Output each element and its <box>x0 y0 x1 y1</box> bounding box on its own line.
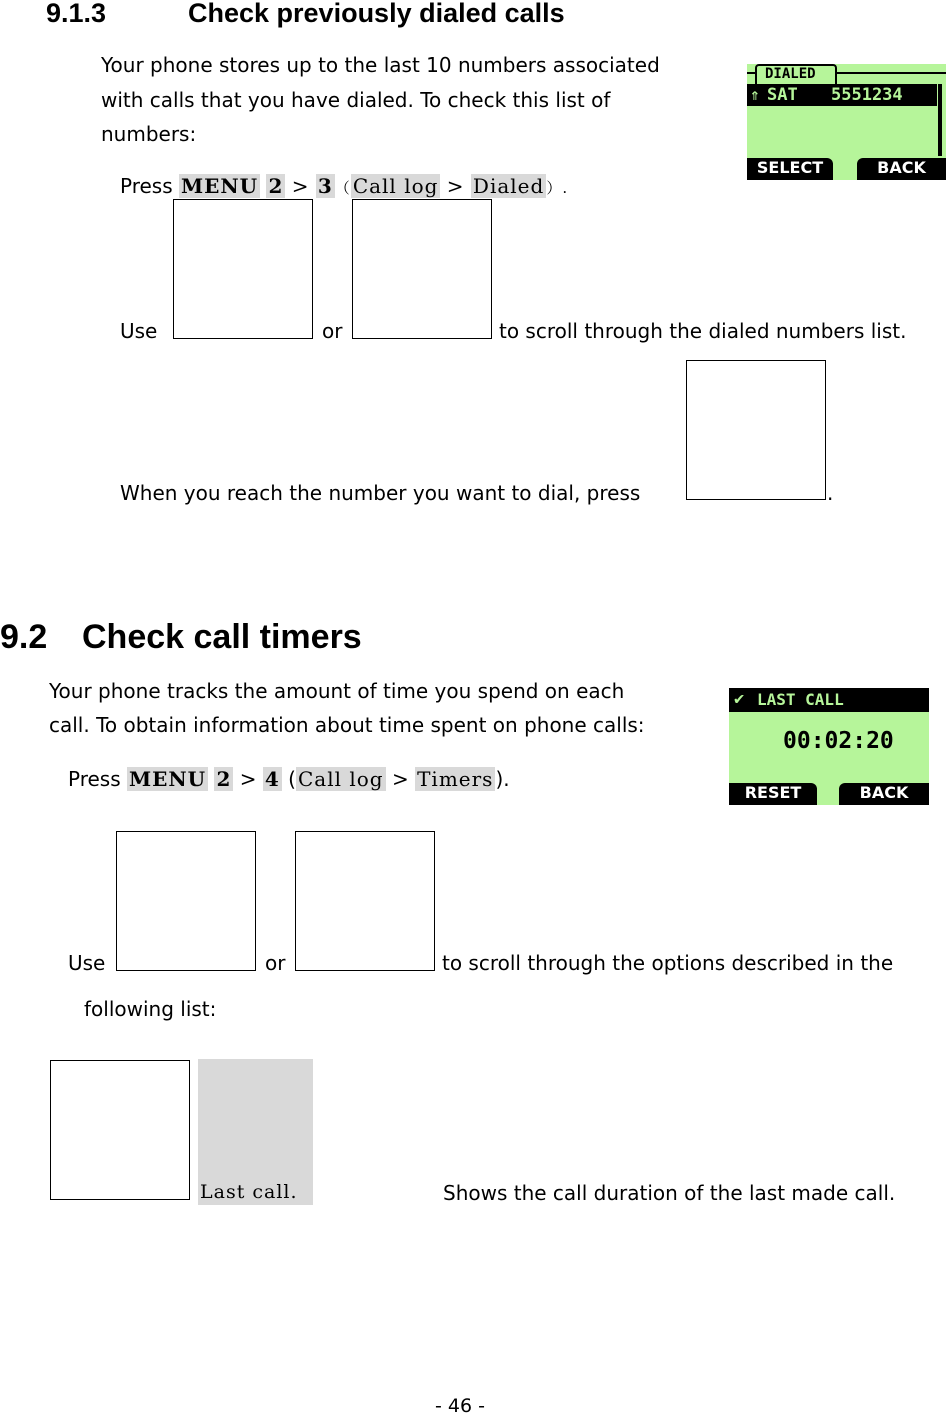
up-nav-key-image <box>116 831 256 971</box>
press-word: Press <box>120 174 173 198</box>
up-arrow-icon: ⇑ <box>750 85 760 104</box>
press-word: Press <box>68 767 121 791</box>
paren-close: ）. <box>546 179 569 197</box>
period: . <box>827 481 834 505</box>
paren-open: ( <box>288 767 296 791</box>
menu-key-label: MENU <box>181 174 259 198</box>
dialed-intro-line-2: with calls that you have dialed. To check this list of <box>101 88 611 112</box>
last-call-option-highlight <box>198 1059 313 1205</box>
dialed-screen-image <box>747 64 946 180</box>
screen-header-bar <box>729 688 929 712</box>
timers-intro-line-1: Your phone tracks the amount of time you spend on each <box>49 679 625 703</box>
call-duration: 00:02:20 <box>783 728 894 754</box>
up-nav-key-image <box>173 199 313 339</box>
dialed-tab-label: DIALED <box>765 66 816 82</box>
scroll-options-text: to scroll through the options described in the <box>442 951 894 975</box>
option-key-image <box>50 1060 190 1200</box>
or-word: or <box>322 319 343 343</box>
separator-gt: > <box>291 174 310 198</box>
down-nav-key-image <box>352 199 492 339</box>
send-key-image <box>686 360 826 500</box>
scroll-dialed-text: to scroll through the dialed numbers list. <box>499 319 907 343</box>
timers-press-instruction <box>68 762 510 796</box>
following-list-text: following list: <box>84 997 217 1021</box>
use-word: Use <box>120 319 158 343</box>
timers-intro-line-2: call. To obtain information about time spent on phone calls: <box>49 713 645 737</box>
key-3-label: 3 <box>317 174 333 198</box>
separator-gt: > <box>446 174 465 198</box>
separator-gt: > <box>391 767 409 791</box>
section-title-timers: Check call timers <box>82 618 362 656</box>
section-title-dialed: Check previously dialed calls <box>188 0 565 28</box>
dialed-intro-line-1: Your phone stores up to the last 10 numbers associated <box>101 53 660 77</box>
check-icon: ✔ <box>734 689 745 709</box>
back-soft-key: BACK <box>857 158 946 180</box>
down-nav-key-image <box>295 831 435 971</box>
key-4-label: 4 <box>264 767 280 791</box>
paren-open: （ <box>334 179 351 197</box>
call-log-label: Call log <box>297 767 384 791</box>
reset-soft-key: RESET <box>729 783 817 805</box>
separator-gt: > <box>239 767 257 791</box>
dialed-label: Dialed <box>472 174 545 198</box>
tab <box>755 64 837 84</box>
section-number-9-2: 9.2 <box>0 618 48 656</box>
selected-entry <box>747 84 937 106</box>
select-soft-key: SELECT <box>747 158 833 180</box>
section-number-9-1-3: 9.1.3 <box>46 0 107 28</box>
entry-name: SAT <box>767 85 798 105</box>
use-word: Use <box>68 951 106 975</box>
scrollbar <box>938 84 942 156</box>
last-call-description: Shows the call duration of the last made call. <box>443 1181 896 1205</box>
last-call-header: LAST CALL <box>757 690 844 709</box>
reach-number-text: When you reach the number you want to dial, press <box>120 481 641 505</box>
key-2-label: 2 <box>268 174 284 198</box>
back-soft-key: BACK <box>839 783 929 805</box>
timers-label: Timers <box>417 767 494 791</box>
or-word: or <box>265 951 286 975</box>
last-call-screen-image <box>729 688 929 805</box>
key-2-label: 2 <box>216 767 232 791</box>
last-call-option-label: Last call. <box>200 1181 298 1203</box>
paren-close: ). <box>495 767 510 791</box>
entry-number: 5551234 <box>831 85 903 105</box>
page-number: - 46 - <box>435 1395 485 1417</box>
call-log-label: Call log <box>352 174 439 198</box>
menu-key-label: MENU <box>129 767 207 791</box>
dialed-intro-line-3: numbers: <box>101 122 197 146</box>
